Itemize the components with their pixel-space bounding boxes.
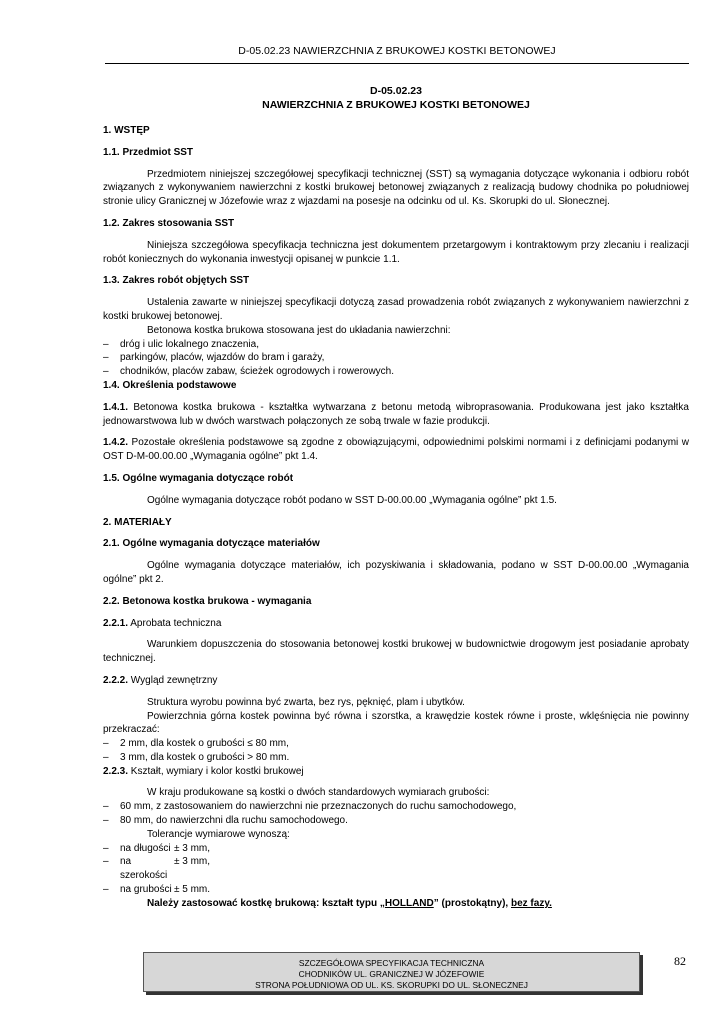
section-1-3-text-2: Betonowa kostka brukowa stosowana jest do układania nawierzchni: xyxy=(147,324,451,336)
section-2-heading: 2. MATERIAŁY xyxy=(103,516,172,528)
section-2-2-heading: 2.2. Betonowa kostka brukowa - wymagania xyxy=(103,595,312,607)
list-item: – 80 mm, do nawierzchni dla ruchu samochodowego. xyxy=(103,814,689,828)
footer-line-2: CHODNIKÓW UL. GRANICZNEJ W JÓZEFOWIE xyxy=(298,968,485,979)
section-2-2-3-title: Kształt, wymiary i kolor kostki brukowej xyxy=(128,765,304,777)
note-no-chamfer: bez fazy. xyxy=(510,897,552,909)
section-1-heading: 1. WSTĘP xyxy=(103,125,150,136)
tolerance-item xyxy=(103,883,689,897)
definition-1-4-2-text: Pozostałe określenia podstawowe są zgodne z obowiązującymi, odpowiednimi polskimi normami i z definicjami podanymi w OST D-M-00.00.00 „Wymagania ogólne” pkt 1.4. xyxy=(103,437,689,463)
list-item: – 60 mm, z zastosowaniem do nawierzchni nie przeznaczonych do ruchu samochodowego, xyxy=(103,800,689,814)
section-2-1-heading: 2.1. Ogólne wymagania dotyczące materiałów xyxy=(103,538,320,550)
tolerance-value: ± 3 mm, xyxy=(174,842,211,854)
tolerance-value: ± 5 mm. xyxy=(174,884,211,896)
tolerance-list xyxy=(103,842,689,897)
tolerance-label: – na długości xyxy=(120,842,171,854)
list-item: – chodników, placów zabaw, ścieżek ogrodowych i rowerowych. xyxy=(103,365,689,379)
section-2-2-2-text-2: Powierzchnia górna kostek powinna być równa i szorstka, a krawędzie kostek równe i proste, wklęśnięcia nie powinny przekraczać: xyxy=(103,710,689,736)
definition-1-4-1 xyxy=(103,401,689,429)
required-paver-note xyxy=(103,897,689,911)
footer-box xyxy=(143,952,640,992)
section-2-2-3-text-2: Tolerancje wymiarowe wynoszą: xyxy=(147,828,290,840)
definition-1-4-1-text: Betonowa kostka brukowa - kształtka wytwarzana z betonu metodą wibroprasowania. Produkowana jest jako kształtka jednowarstwowa lub w dwóch warstwach połączonych ze sobą trwale w fazie produkcji. xyxy=(103,401,689,427)
section-2-1-text: Ogólne wymagania dotyczące materiałów, ich pozyskiwania i składowania, podano w SST D-00.00.00 „Wymagania ogólne” pkt 2. xyxy=(103,560,689,585)
note-part-c: ” (prostokątny), xyxy=(433,897,511,909)
section-2-2-1-number: 2.2.1. xyxy=(103,617,129,629)
definition-1-4-2 xyxy=(103,436,689,464)
tolerance-value: ± 3 mm, xyxy=(174,856,211,868)
section-1-3-heading: 1.3. Zakres robót objętych SST xyxy=(103,275,250,287)
list-item: – 3 mm, dla kostek o grubości > 80 mm. xyxy=(103,751,689,765)
definition-1-4-1-number: 1.4.1. xyxy=(103,401,129,413)
section-2-2-3-text-1: W kraju produkowane są kostki o dwóch standardowych wymiarach grubości: xyxy=(147,787,490,799)
section-1-5-text: Ogólne wymagania dotyczące robót podano w SST D-00.00.00 „Wymagania ogólne” pkt 1.5. xyxy=(147,494,557,506)
section-1-1-heading: 1.1. Przedmiot SST xyxy=(103,146,194,158)
section-2-2-3-heading xyxy=(103,765,689,779)
section-2-2-3-number: 2.2.3. xyxy=(103,765,129,777)
list-item: – dróg i ulic lokalnego znaczenia, xyxy=(103,338,689,352)
tolerance-label: – na szerokości xyxy=(120,856,168,882)
section-1-2-heading: 1.2. Zakres stosowania SST xyxy=(103,217,235,229)
footer-line-1: SZCZEGÓŁOWA SPECYFIKACJA TECHNICZNA xyxy=(298,958,485,968)
footer-line-3: STRONA POŁUDNIOWA OD UL. KS. SKORUPKI DO UL. SŁONECZNEJ xyxy=(255,979,528,990)
section-1-5-heading: 1.5. Ogólne wymagania dotyczące robót xyxy=(103,472,294,484)
section-1-3-list xyxy=(103,338,689,379)
definition-1-4-2-number: 1.4.2. xyxy=(103,437,129,449)
section-2-2-1-heading xyxy=(103,617,689,631)
section-1-1-text: Przedmiotem niniejszej szczegółowej specyfikacji technicznej (SST) są wymagania dotyczące wykonania i odbioru robót związanych z wykonywaniem nawierzchni z kostki brukowej betonowej związanych z realizacją budowy chodnika po południowej stronie ulicy Granicznej w Józefowie wraz z wjazdami na posesje na odcinku od ul. Ks. Skorupki do ul. Słonecznej. xyxy=(103,168,689,208)
note-holland: HOLLAND xyxy=(384,897,434,909)
section-1-2-text: Niniejsza szczegółowa specyfikacja techniczna jest dokumentem przetargowym i kontraktowym przy zlecaniu i realizacji robót koniecznych do wykonania inwestycji opisanej w punkcie 1.1. xyxy=(103,239,689,265)
section-2-2-2-text-1: Struktura wyrobu powinna być zwarta, bez rys, pęknięć, plam i ubytków. xyxy=(147,696,465,708)
tolerance-label: – na grubości xyxy=(120,884,172,896)
tolerance-item xyxy=(103,855,689,883)
section-2-2-3-list xyxy=(103,800,689,828)
section-2-2-1-title: Aprobata techniczna xyxy=(128,617,222,629)
document-name: NAWIERZCHNIA Z BRUKOWEJ KOSTKI BETONOWEJ xyxy=(262,98,530,111)
section-1-4-heading: 1.4. Określenia podstawowe xyxy=(103,379,237,391)
section-2-2-2-list xyxy=(103,737,689,765)
section-2-2-2-heading xyxy=(103,674,689,688)
section-1-3-text-1: Ustalenia zawarte w niniejszej specyfikacji dotyczą zasad prowadzenia robót związanych z wykonywaniem nawierzchni z kostki brukowej betonowej. xyxy=(103,297,689,322)
document-code: D-05.02.23 xyxy=(370,85,422,97)
tolerance-item xyxy=(103,842,689,856)
note-part-a: Należy zastosować kostkę brukową: kształt typu „ xyxy=(147,897,385,909)
document-body xyxy=(103,85,689,911)
page-number: 82 xyxy=(674,954,686,968)
section-2-2-2-title: Wygląd zewnętrzny xyxy=(128,674,218,686)
list-item: – 2 mm, dla kostek o grubości ≤ 80 mm, xyxy=(103,737,689,751)
running-header: D-05.02.23 NAWIERZCHNIA Z BRUKOWEJ KOSTKI BETONOWEJ xyxy=(238,45,556,57)
section-2-2-1-text: Warunkiem dopuszczenia do stosowania betonowej kostki brukowej w budownictwie drogowym jest posiadanie aprobaty technicznej. xyxy=(103,639,689,665)
list-item: – parkingów, placów, wjazdów do bram i garaży, xyxy=(103,351,689,365)
section-2-2-2-number: 2.2.2. xyxy=(103,674,129,686)
header-rule xyxy=(105,63,689,64)
document-title xyxy=(103,85,689,112)
